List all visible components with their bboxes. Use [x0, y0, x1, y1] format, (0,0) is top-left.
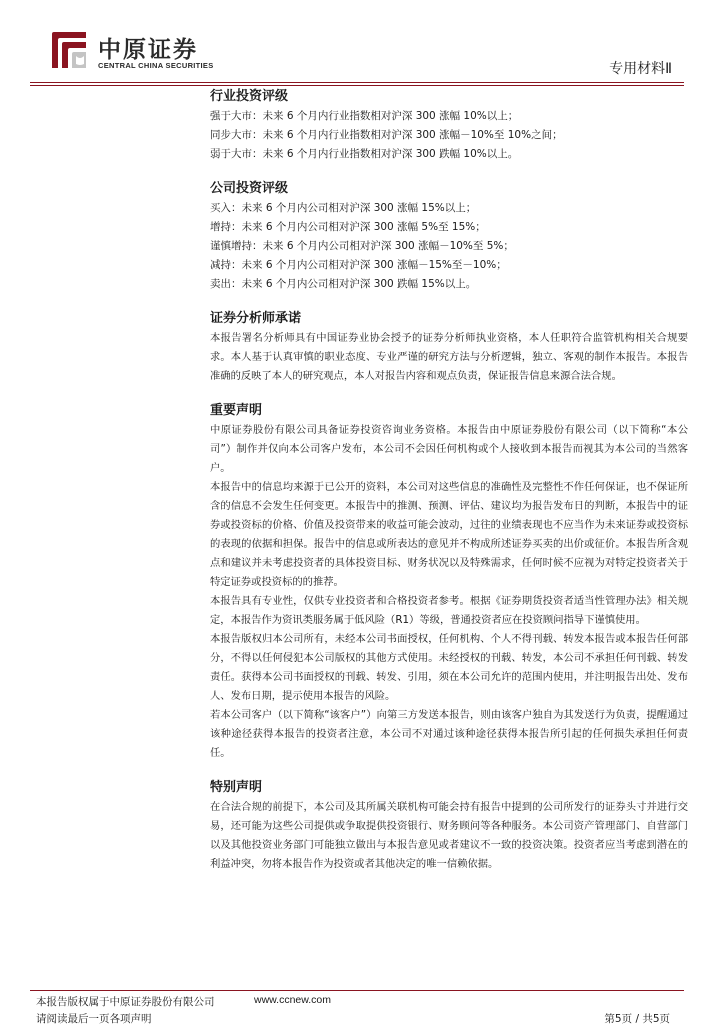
- logo-chinese-name: 中原证券: [98, 36, 198, 63]
- document-type-label: 专用材料Ⅱ: [609, 61, 672, 77]
- paragraph: 本报告中的信息均来源于已公开的资料，本公司对这些信息的准确性及完整性不作任何保证，也不保证所含的信息不会发生任何变更。本报告中的推测、预测、评估、建议均为报告发布日的判断，本报告中的证券或投资标的价格、价值及投资带来的收益可能会波动，过往的业绩表现也不应当作为未来证券或投资标的表现的依据和担保。报告中的信息或所表达的意见并不构成所述证券买卖的出价或征价。本报告所含观点和建议并未考虑投资者的具体投资目标、财务状况以及特殊需求，任何时候不应视为对特定投资者关于特定证券或投资标的的推荐。: [210, 481, 688, 588]
- section-title: 公司投资评级: [210, 181, 289, 196]
- page-header: [0, 0, 724, 86]
- footer-website-link[interactable]: www.ccnew.com: [254, 994, 332, 1006]
- section-title: 行业投资评级: [210, 89, 289, 104]
- rating-line: 同步大市：未来 6 个月内行业指数相对沪深 300 涨幅－10%至 10%之间；: [210, 129, 563, 141]
- rating-line: 买入：未来 6 个月内公司相对沪深 300 涨幅 15%以上；: [210, 202, 477, 214]
- rating-line: 减持：未来 6 个月内公司相对沪深 300 涨幅－15%至－10%；: [210, 259, 507, 271]
- rating-line: 强于大市：未来 6 个月内行业指数相对沪深 300 涨幅 10%以上；: [210, 110, 519, 122]
- analyst-commitment-section: [210, 308, 688, 386]
- section-title: 证券分析师承诺: [210, 311, 302, 326]
- logo-mark-icon: [50, 30, 90, 70]
- footer-copyright: 本报告版权属于中原证券股份有限公司: [36, 996, 215, 1008]
- company-rating-section: [210, 178, 688, 294]
- logo-english-name: CENTRAL CHINA SECURITIES: [98, 61, 214, 70]
- page-number: 第5页 / 共5页: [604, 1013, 670, 1025]
- paragraph: 本报告版权归本公司所有，未经本公司书面授权，任何机构、个人不得刊载、转发本报告或本报告任何部分，不得以任何侵犯本公司版权的其他方式使用。未经授权的刊载、转发，本公司不承担任何刊载、转发责任。获得本公司书面授权的刊载、转发、引用，须在本公司允许的范围内使用，并注明报告出处、发布人、发布日期，提示使用本报告的风险。: [210, 633, 688, 702]
- important-statement-section: [210, 400, 688, 763]
- footer-notice: 请阅读最后一页各项声明: [36, 1013, 152, 1025]
- header-rule: [30, 82, 684, 83]
- section-title: 特别声明: [210, 780, 263, 795]
- rating-line: 增持：未来 6 个月内公司相对沪深 300 涨幅 5%至 15%；: [210, 221, 486, 233]
- paragraph: 中原证券股份有限公司具备证券投资咨询业务资格。本报告由中原证券股份有限公司（以下简称“本公司”）制作并仅向本公司客户发布，本公司不会因任何机构或个人接收到本报告而视其为本公司的当然客户。: [210, 424, 688, 474]
- special-statement-section: [210, 777, 688, 874]
- disclosure-content: [210, 86, 688, 874]
- paragraph: 本报告具有专业性，仅供专业投资者和合格投资者参考。根据《证券期货投资者适当性管理办法》相关规定，本报告作为资讯类服务属于低风险（R1）等级，普通投资者应在投资顾问指导下谨慎使用。: [210, 595, 688, 626]
- company-logo: [50, 30, 230, 74]
- footer-rule: [30, 990, 684, 991]
- section-title: 重要声明: [210, 403, 263, 418]
- rating-line: 弱于大市：未来 6 个月内行业指数相对沪深 300 跌幅 10%以上。: [210, 148, 519, 160]
- page-footer: [0, 990, 724, 1024]
- paragraph: 若本公司客户（以下简称“该客户”）向第三方发送本报告，则由该客户独自为其发送行为负责，提醒通过该种途径获得本报告的投资者注意，本公司不对通过该种途径获得本报告所引起的任何损失承担任何责任。: [210, 709, 688, 759]
- industry-rating-section: [210, 86, 688, 164]
- paragraph: 在合法合规的前提下，本公司及其所属关联机构可能会持有报告中提到的公司所发行的证券头寸并进行交易，还可能为这些公司提供或争取提供投资银行、财务顾问等各种服务。本公司资产管理部门、自营部门以及其他投资业务部门可能独立做出与本报告意见或者建议不一致的投资决策。投资者应当考虑到潜在的利益冲突，勿将本报告作为投资或者其他决定的唯一信赖依据。: [210, 801, 688, 870]
- paragraph: 本报告署名分析师具有中国证券业协会授予的证券分析师执业资格，本人任职符合监管机构相关合规要求。本人基于认真审慎的职业态度、专业严谨的研究方法与分析逻辑，独立、客观的制作本报告。本报告准确的反映了本人的研究观点，本人对报告内容和观点负责，保证报告信息来源合法合规。: [210, 332, 688, 382]
- rating-line: 卖出：未来 6 个月内公司相对沪深 300 跌幅 15%以上。: [210, 278, 477, 290]
- rating-line: 谨慎增持：未来 6 个月内公司相对沪深 300 涨幅－10%至 5%；: [210, 240, 514, 252]
